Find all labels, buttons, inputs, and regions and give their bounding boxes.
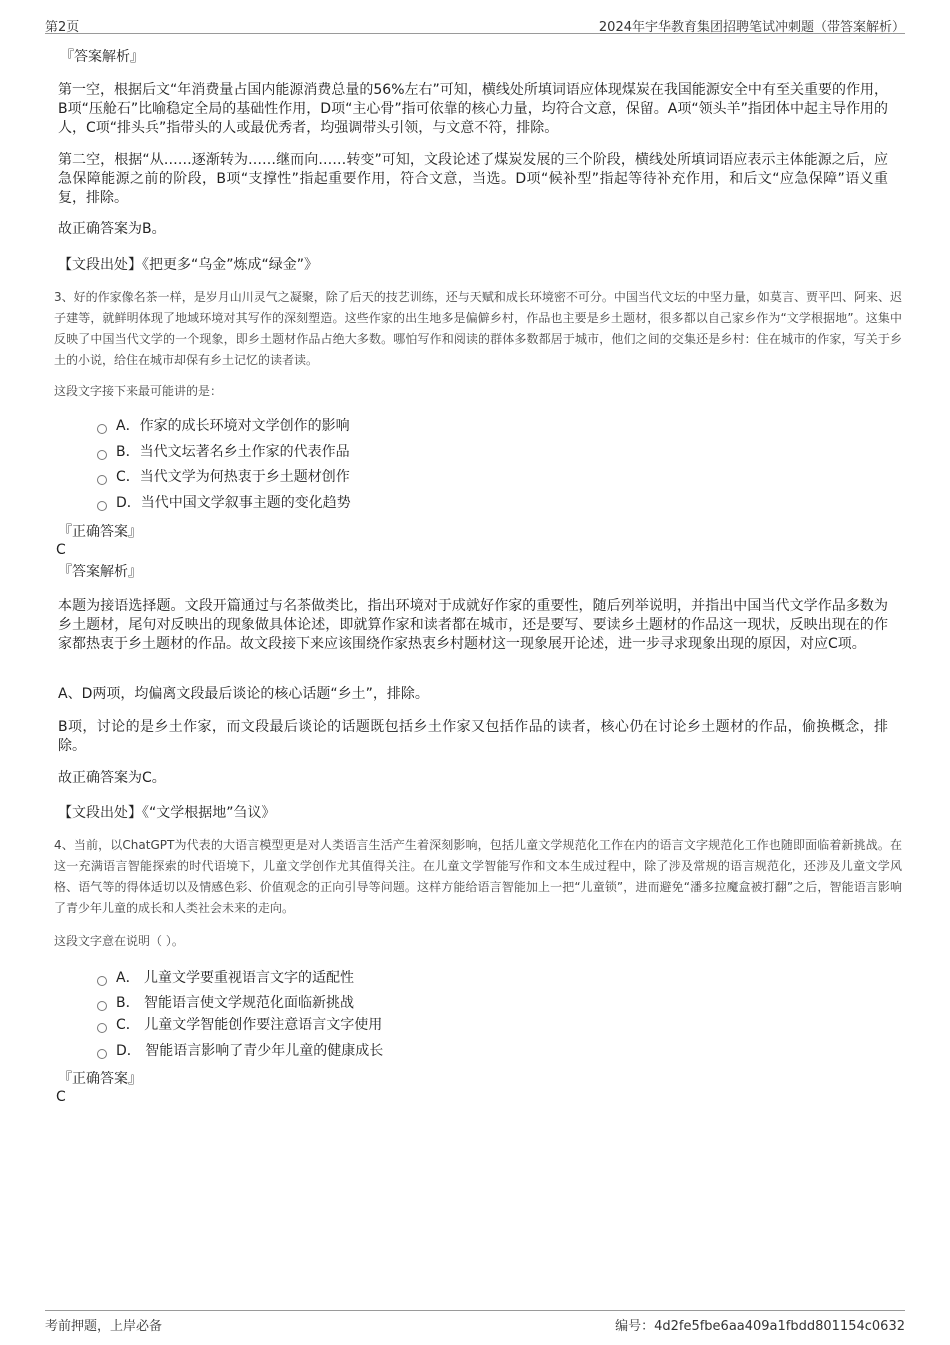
radio-icon[interactable]	[97, 501, 107, 511]
radio-icon[interactable]	[97, 424, 107, 434]
q3-option-c[interactable]: C．当代文学为何热衷于乡土题材创作	[97, 466, 350, 488]
q4-option-a[interactable]: A． 儿童文学要重视语言文字的适配性	[97, 967, 354, 989]
q4-prompt: 这段文字意在说明（ ）。	[54, 934, 184, 948]
q4-option-c[interactable]: C． 儿童文学智能创作要注意语言文字使用	[97, 1014, 382, 1036]
q3-conclusion: 故正确答案为C。	[58, 770, 166, 786]
q4-stem: 4、当前，以ChatGPT为代表的大语言模型更是对人类语言生活产生着深刻影响，包括儿童文学规范化工作在内的语言文字规范化工作也随即面临着新挑战。在这一充满语言智能探索的时代语境下，儿童文学创作尤其值得关注。在儿童文学智能写作和文本生成过程中，除了涉及常规的语言规范化，还涉及儿童文学风格、语气等的得体适切以及情感色彩、价值观念的正向引导等问题。这样方能给语言智能加上一把“儿童锁”，进而避免“潘多拉魔盒被打翻”之后，智能语言影响了青少年儿童的成长和人类社会未来的走向。	[54, 838, 902, 915]
q3-answer: C	[56, 542, 66, 558]
q4-answer: C	[56, 1089, 66, 1105]
q3-option-d[interactable]: D．当代中国文学叙事主题的变化趋势	[97, 492, 351, 514]
radio-icon[interactable]	[97, 1023, 107, 1033]
radio-icon[interactable]	[97, 1049, 107, 1059]
q3-analysis-label: 『答案解析』	[58, 564, 142, 580]
q2-source: 【文段出处】《把更多“乌金”炼成“绿金”》	[58, 257, 319, 273]
q3-answer-label: 『正确答案』	[58, 524, 142, 540]
q3-option-b[interactable]: B．当代文坛著名乡土作家的代表作品	[97, 441, 350, 463]
q2-analysis-para-1: 第一空，根据后文“年消费量占国内能源消费总量的56%左右”可知，横线处所填词语应体现煤炭在我国能源安全中有至关重要的作用，B项“压舱石”比喻稳定全局的基础性作用，D项“主心骨”指可依靠的核心力量，均符合文意，保留。A项“领头羊”指团体中起主导作用的人，C项“排头兵”指带头的人或最优秀者，均强调带头引领，与文意不符，排除。	[58, 82, 888, 136]
page-header	[45, 14, 905, 34]
q3-stem: 3、好的作家像名茶一样，是岁月山川灵气之凝聚，除了后天的技艺训练，还与天赋和成长环境密不可分。中国当代文坛的中坚力量，如莫言、贾平凹、阿来、迟子建等，就鲜明体现了地域环境对其写作的深刻塑造。这些作家的出生地多是偏僻乡村，作品也主要是乡土题材，很多都以自己家乡作为“文学根据地”。这集中反映了中国当代文学的一个现象，即乡土题材作品占绝大多数。哪怕写作和阅读的群体多数都居于城市，他们之间的交集还是乡村：住在城市的作家，写关于乡土的小说，给住在城市却保有乡土记忆的读者读。	[54, 290, 902, 367]
radio-icon[interactable]	[97, 475, 107, 485]
document-serial: 编号：4d2fe5fbe6aa409a1fbdd801154c0632	[615, 1319, 905, 1334]
q3-prompt: 这段文字接下来最可能讲的是：	[54, 384, 223, 398]
q2-analysis-para-2: 第二空，根据“从……逐渐转为……继而向……转变”可知，文段论述了煤炭发展的三个阶段，横线处所填词语应表示主体能源之后，应急保障能源之前的阶段，B项“支撑性”指起重要作用，符合文意，当选。D项“候补型”指起等待补充作用，和后文“应急保障”语义重复，排除。	[58, 152, 888, 206]
q3-option-a[interactable]: A．作家的成长环境对文学创作的影响	[97, 415, 350, 437]
q2-conclusion: 故正确答案为B。	[58, 221, 166, 237]
document-title: 2024年宇华教育集团招聘笔试冲刺题（带答案解析）	[598, 20, 905, 35]
page-number: 第2页	[45, 20, 80, 35]
footer-slogan: 考前押题，上岸必备	[45, 1319, 163, 1334]
q4-option-d[interactable]: D． 智能语言影响了青少年儿童的健康成长	[97, 1040, 383, 1062]
radio-icon[interactable]	[97, 976, 107, 986]
q3-analysis-para-1: 本题为接语选择题。文段开篇通过与名茶做类比，指出环境对于成就好作家的重要性，随后列举说明，并指出中国当代文学作品多数为乡土题材，尾句对反映出的现象做具体论述，即就算作家和读者都在城市，还是要写、要读乡土题材的作品这一现状，反映出现在的作家都热衷于乡土题材的作品。故文段接下来应该围绕作家热衷乡村题材这一现象展开论述，进一步寻求现象出现的原因，对应C项。	[58, 598, 888, 652]
q3-source: 【文段出处】《“文学根据地”刍议》	[58, 805, 276, 821]
q4-answer-label: 『正确答案』	[58, 1071, 142, 1087]
page-footer	[45, 1310, 905, 1335]
q3-analysis-para-2: A、D两项，均偏离文段最后谈论的核心话题“乡土”，排除。	[58, 686, 429, 702]
radio-icon[interactable]	[97, 1001, 107, 1011]
q2-analysis-label: 『答案解析』	[60, 49, 144, 65]
radio-icon[interactable]	[97, 450, 107, 460]
q4-option-b[interactable]: B． 智能语言使文学规范化面临新挑战	[97, 992, 354, 1014]
q3-analysis-para-3: B项，讨论的是乡土作家，而文段最后谈论的话题既包括乡土作家又包括作品的读者，核心仍在讨论乡土题材的作品，偷换概念，排除。	[58, 719, 888, 754]
